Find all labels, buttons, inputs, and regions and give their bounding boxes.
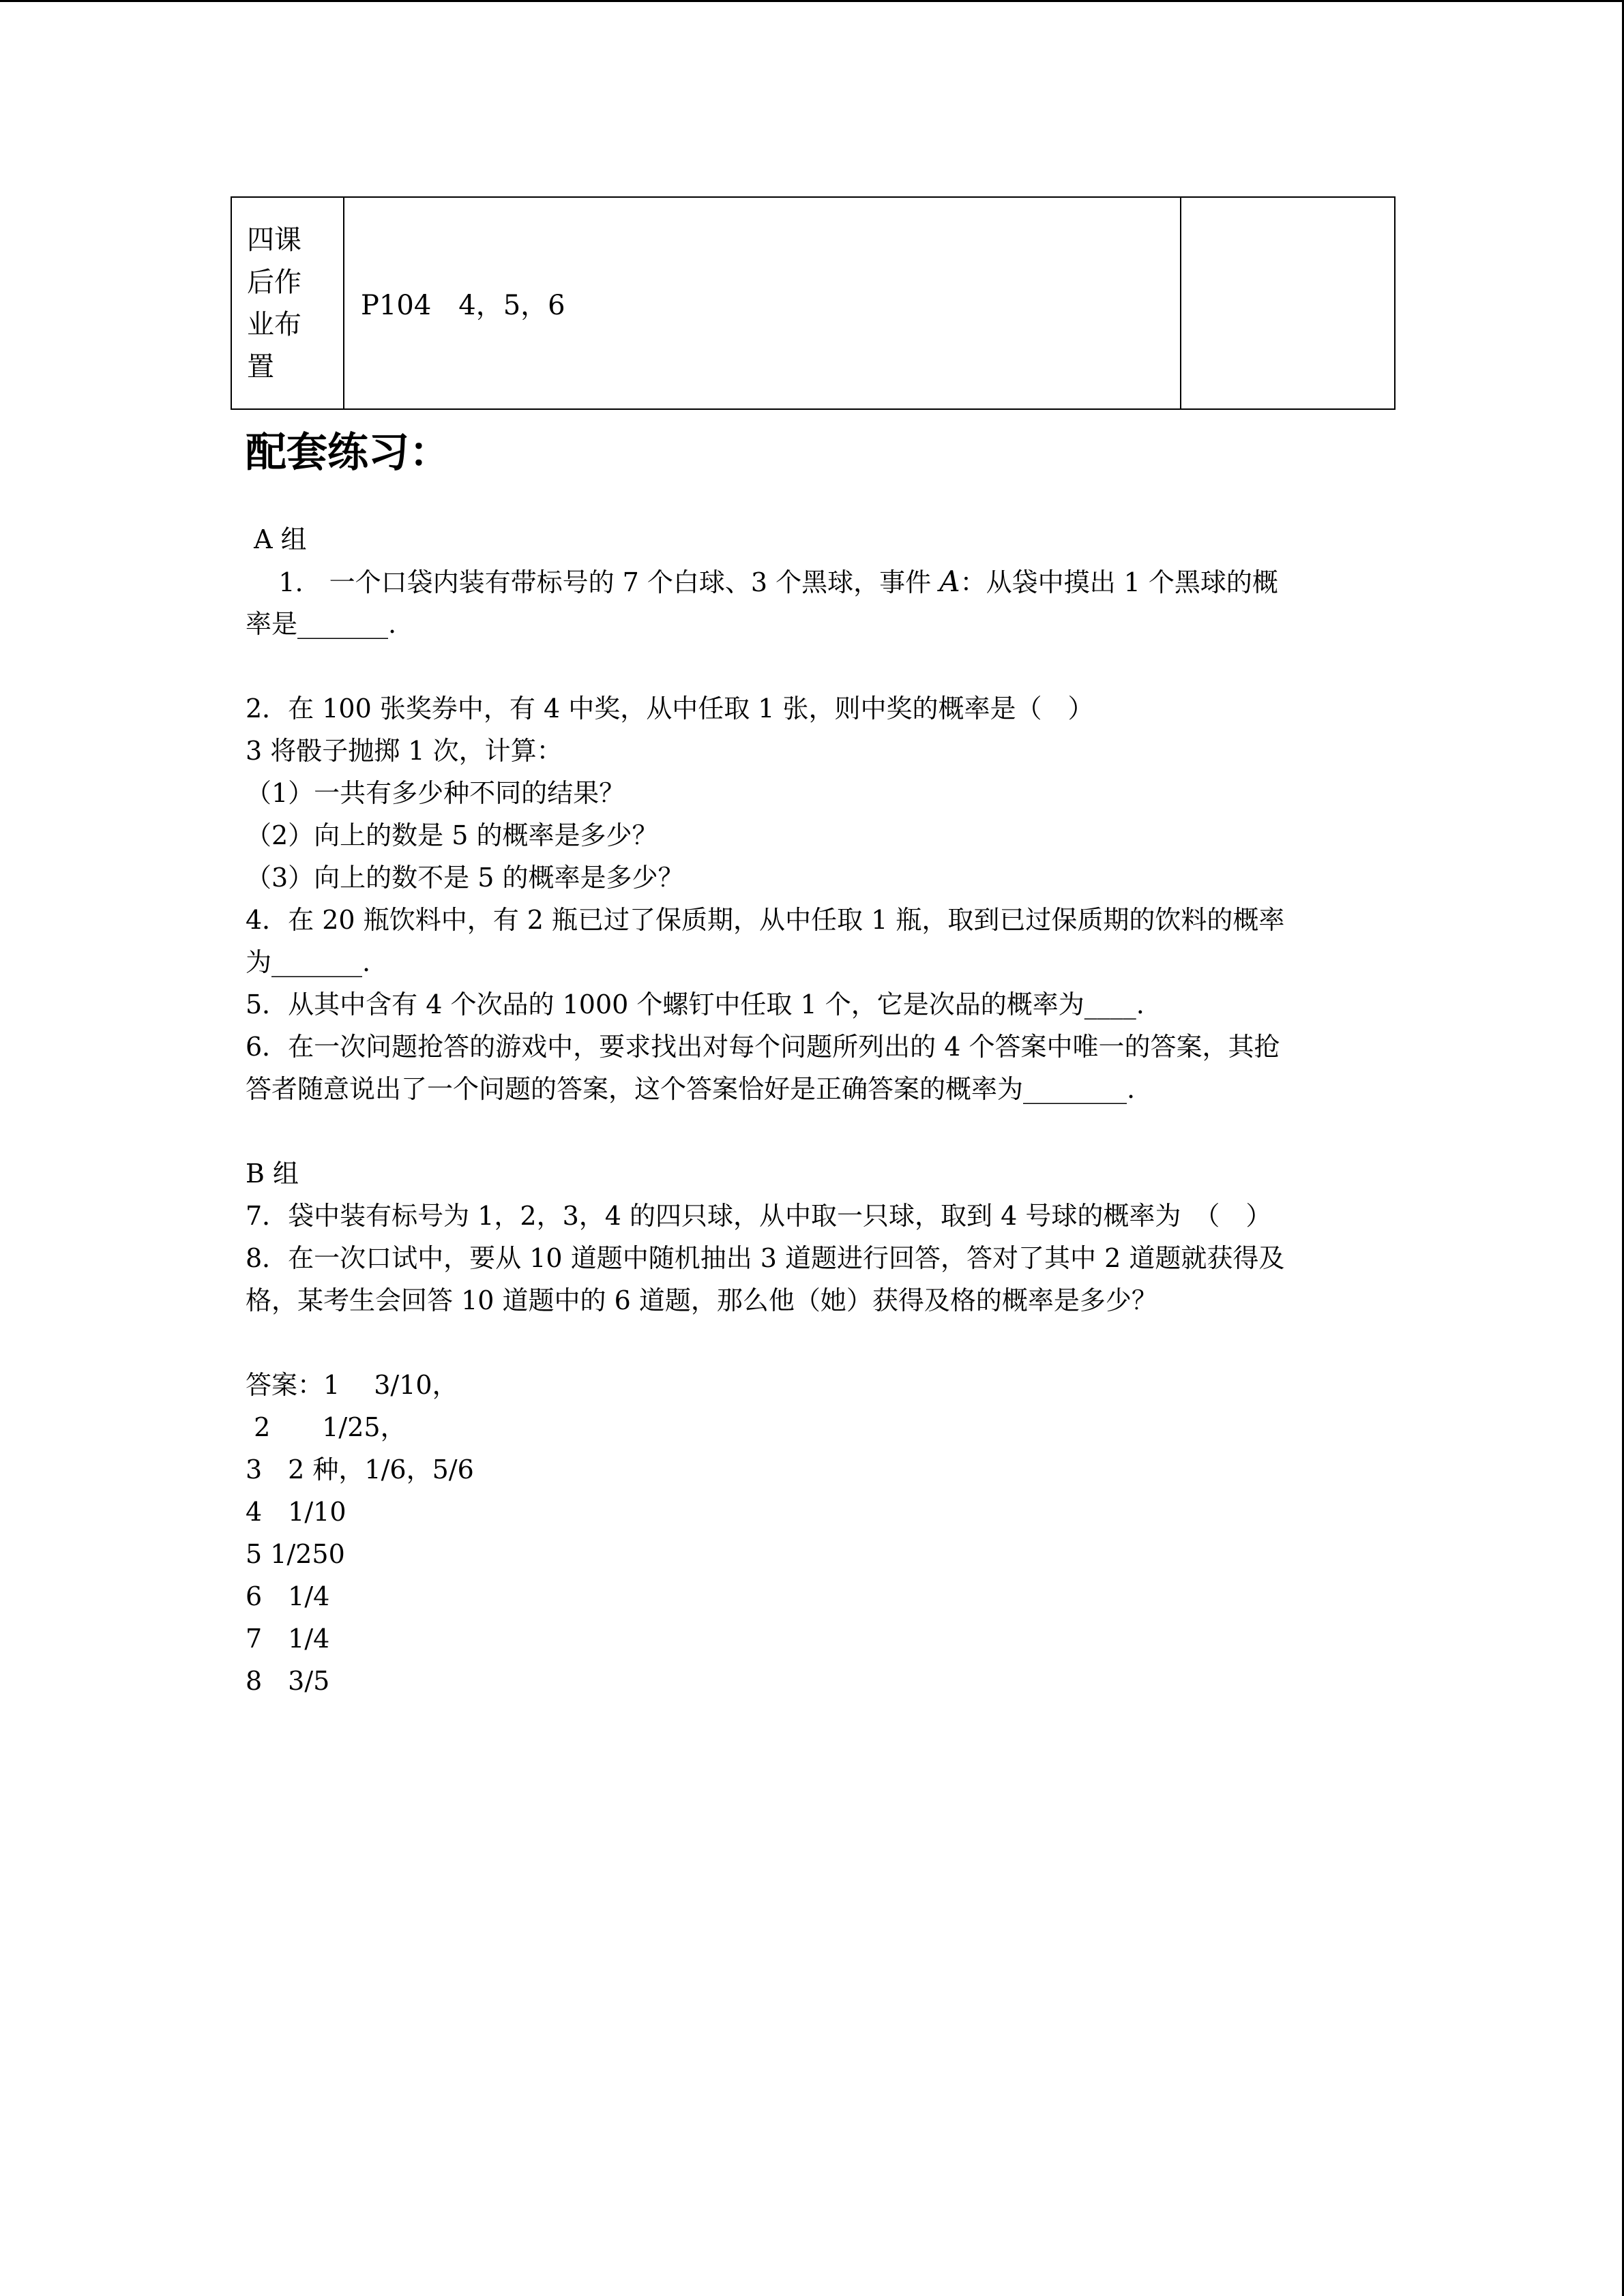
question-3: 3 将骰子抛掷 1 次，计算： (246, 736, 563, 766)
question-1-line-2: 率是_______. (246, 609, 397, 639)
question-1-event: A (939, 565, 960, 598)
question-3-part-1: （1）一共有多少种不同的结果？ (246, 778, 625, 808)
answer-5: 5 1/250 (246, 1539, 345, 1569)
spacer (246, 1110, 1391, 1152)
question-5: 5．从其中含有 4 个次品的 1000 个螺钉中任取 1 个，它是次品的概率为____. (246, 989, 1145, 1019)
question-3-part-3: （3）向上的数不是 5 的概率是多少？ (246, 863, 684, 893)
homework-label-cell (231, 197, 344, 409)
question-1-prefix: 1. 一个口袋内装有带标号的 7 个白球、3 个黑球，事件 (246, 567, 940, 597)
answer-7: 7 1/4 (246, 1624, 330, 1654)
homework-table (231, 196, 1396, 410)
question-8-line-1: 8．在一次口试中，要从 10 道题中随机抽出 3 道题进行回答，答对了其中 2 道题就获得及 (246, 1243, 1285, 1273)
question-1-line-1 (246, 561, 1391, 603)
group-b-title: B 组 (246, 1159, 299, 1189)
section-title: 配套练习： (246, 429, 450, 477)
question-2: 2．在 100 张奖券中，有 4 中奖，从中任取 1 张，则中奖的概率是（ ） (246, 694, 1094, 724)
homework-content: P104 4，5，6 (361, 290, 565, 321)
homework-side-cell (1181, 197, 1395, 409)
answer-4: 4 1/10 (246, 1497, 346, 1527)
homework-table-row (231, 197, 1395, 409)
homework-label-line: 置 (247, 351, 274, 383)
exercise-content (246, 518, 1391, 1702)
answer-2: 2 1/25， (246, 1412, 407, 1442)
question-4-line-1: 4．在 20 瓶饮料中，有 2 瓶已过了保质期，从中任取 1 瓶，取到已过保质期的饮料的概率 (246, 905, 1285, 935)
page-top-border (0, 0, 1624, 2)
answer-1: 答案：1 3/10， (246, 1370, 458, 1400)
homework-label-line: 后作 (247, 266, 301, 298)
homework-label-line: 四课 (247, 224, 301, 256)
question-8-line-2: 格，某考生会回答 10 道题中的 6 道题，那么他（她）获得及格的概率是多少？ (246, 1285, 1157, 1315)
answer-8: 8 3/5 (246, 1666, 330, 1696)
group-a-title: A 组 (246, 524, 307, 554)
question-1-suffix: ：从袋中摸出 1 个黑球的概 (960, 567, 1278, 597)
question-4-line-2: 为_______. (246, 947, 371, 977)
spacer (246, 645, 1391, 687)
question-6-line-1: 6．在一次问题抢答的游戏中，要求找出对每个问题所列出的 4 个答案中唯一的答案，其抢 (246, 1032, 1280, 1062)
homework-label-line: 业布 (247, 308, 301, 340)
answer-6: 6 1/4 (246, 1581, 330, 1611)
question-7: 7．袋中装有标号为 1，2，3，4 的四只球，从中取一只球，取到 4 号球的概率为 （ ） (246, 1201, 1272, 1231)
answer-3: 3 2 种，1/6，5/6 (246, 1455, 474, 1485)
question-6-line-2: 答者随意说出了一个问题的答案，这个答案恰好是正确答案的概率为________. (246, 1074, 1136, 1104)
homework-content-cell (344, 197, 1181, 409)
spacer (246, 1322, 1391, 1364)
question-3-part-2: （2）向上的数是 5 的概率是多少？ (246, 820, 658, 850)
